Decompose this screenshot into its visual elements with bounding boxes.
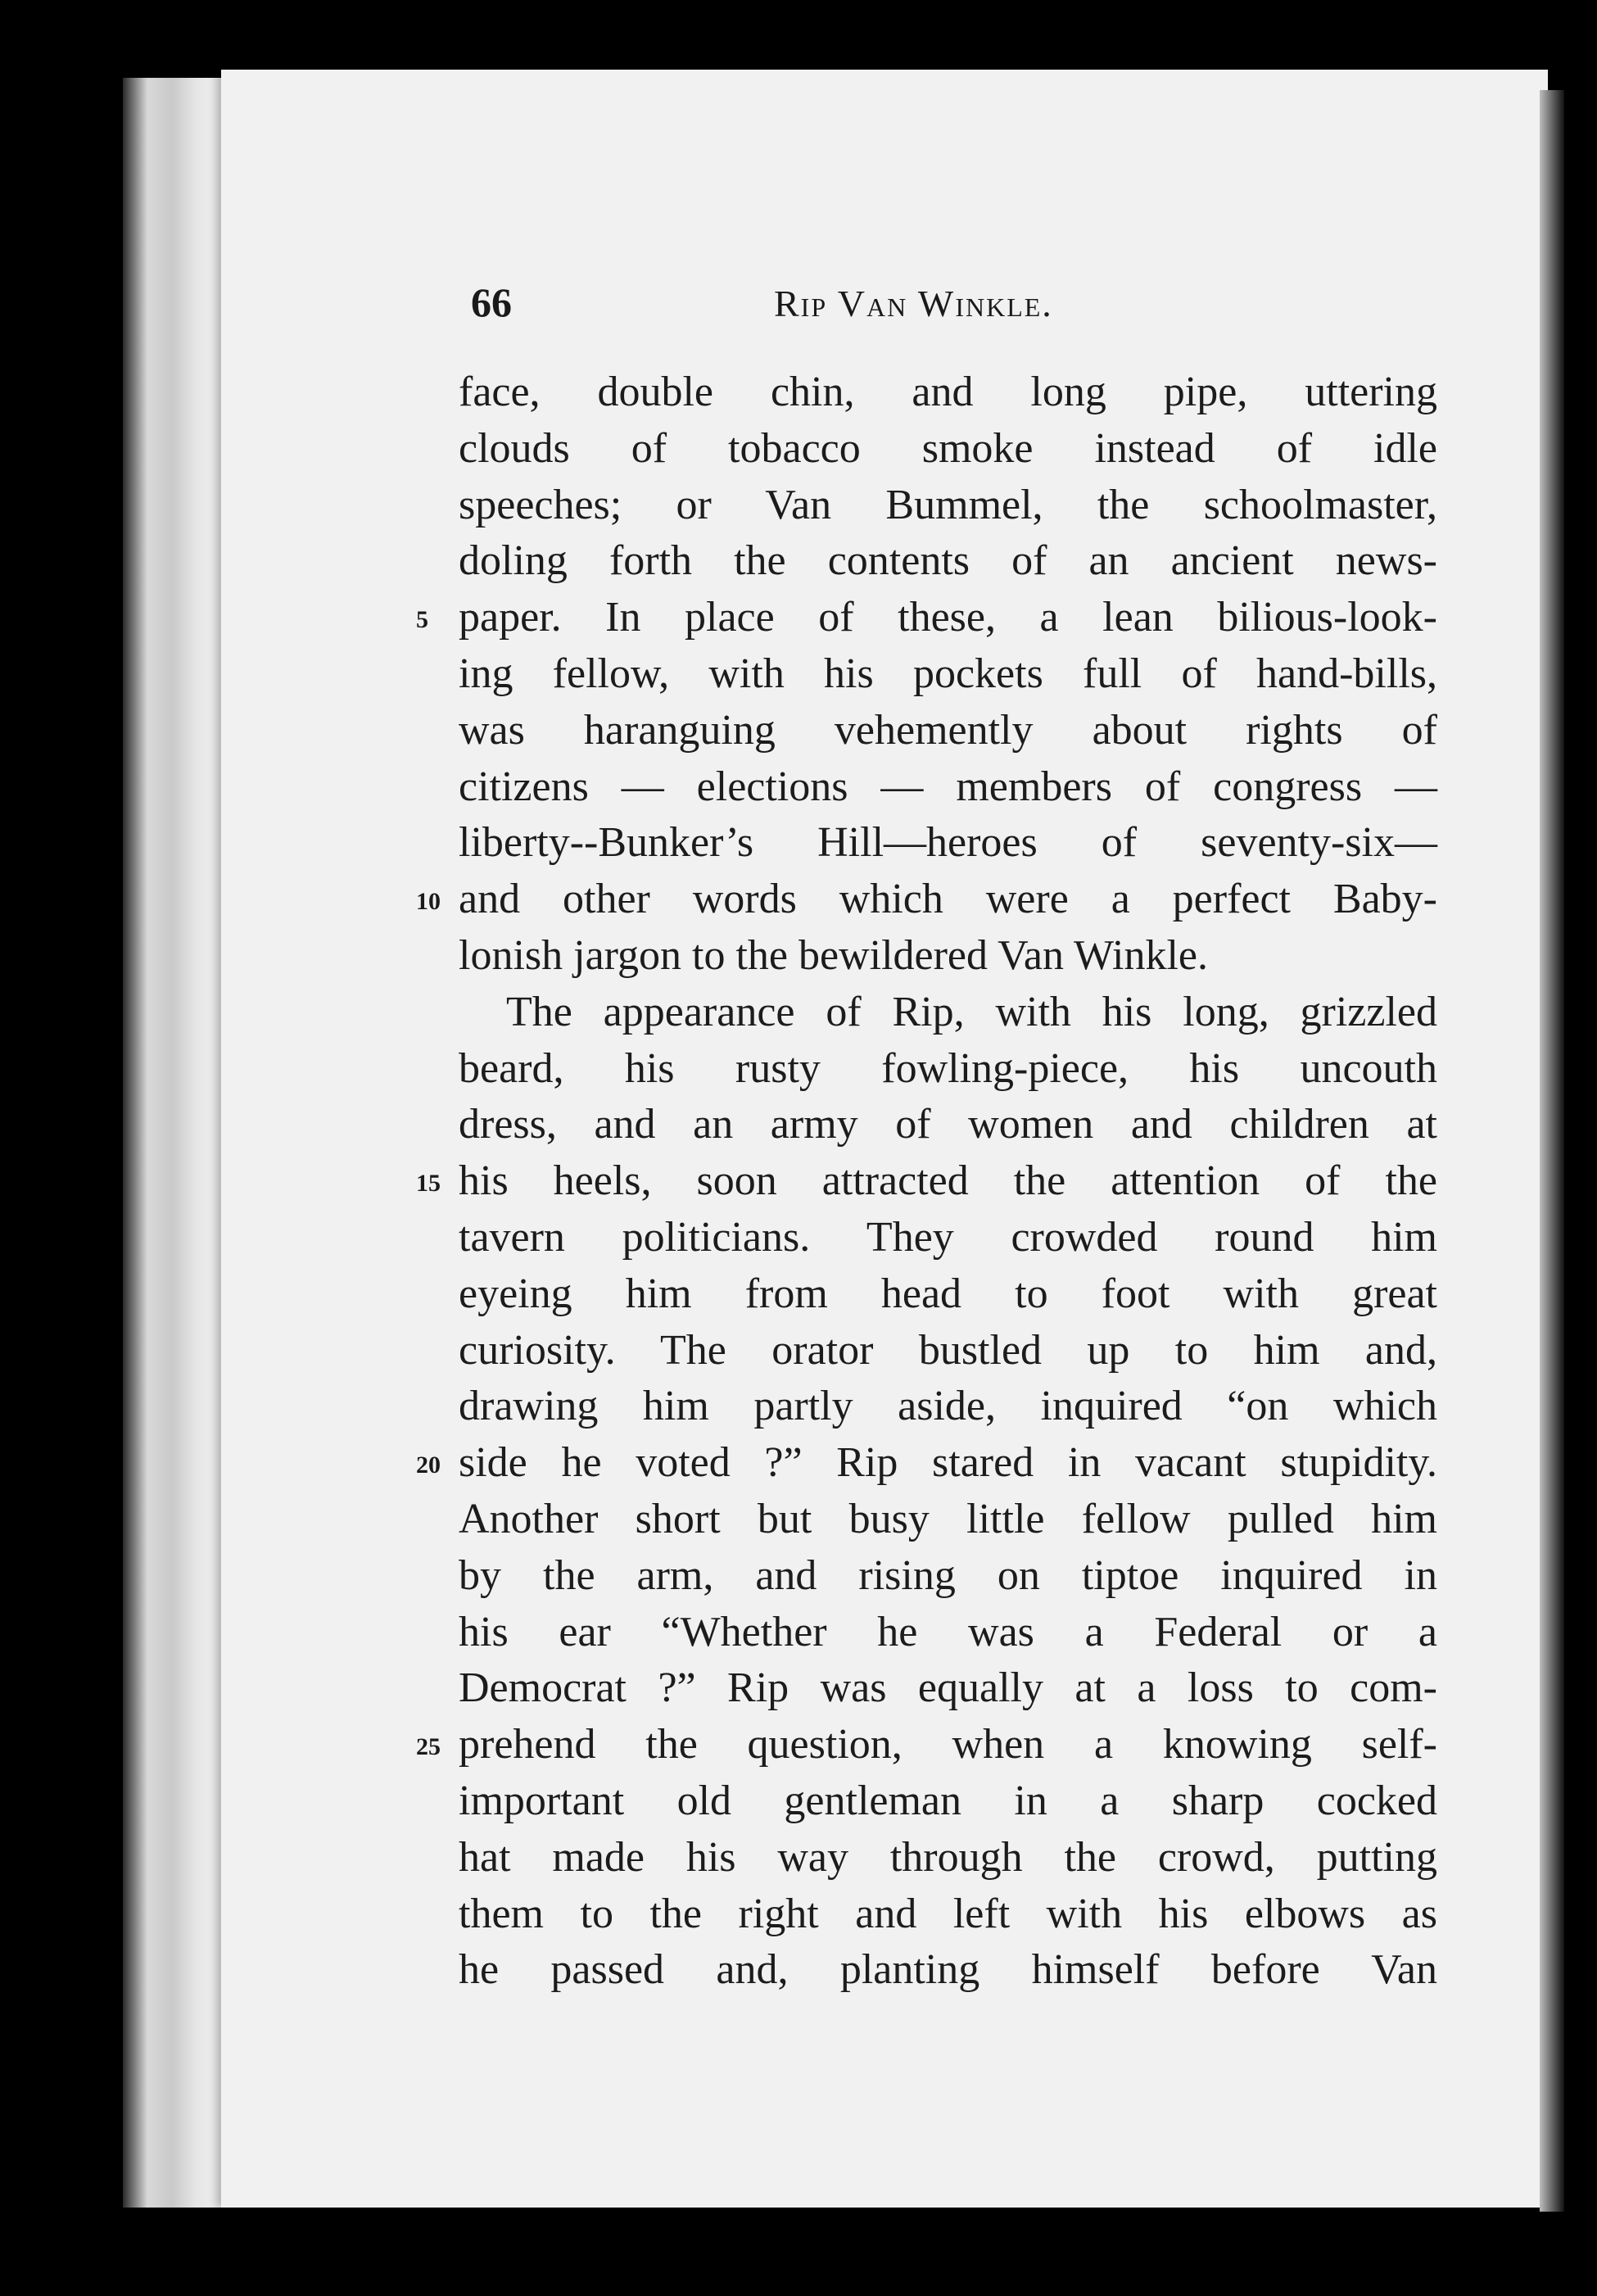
line-text: The appearance of Rip, with his long, grizzled [506,988,1437,1035]
line-number: 25 [416,1733,441,1761]
text-line [459,815,1437,872]
text-line [416,872,1437,928]
text-line [416,1153,1437,1210]
line-text: ing fellow, with his pockets full of hand-bills, [459,650,1437,697]
text-line [459,1097,1437,1153]
line-text: was haranguing vehemently about rights of [459,706,1437,754]
page-number: 66 [471,279,512,325]
text-line [416,1435,1437,1492]
line-text: side he voted ?” Rip stared in vacant stupidity. [459,1439,1437,1487]
text-line [459,1773,1437,1830]
line-text: speeches; or Van Bummel, the schoolmaster, [459,481,1437,528]
line-number: 15 [416,1170,441,1198]
line-number: 5 [416,606,428,634]
line-text: tavern politicians. They crowded round him [459,1213,1437,1261]
line-text: prehend the question, when a knowing self- [459,1721,1437,1768]
line-text: citizens — elections — members of congress — [459,763,1437,810]
line-text: important old gentleman in a sharp cocked [459,1777,1437,1824]
line-text: Another short but busy little fellow pulled him [459,1495,1437,1542]
text-line [459,533,1437,590]
line-text: clouds of tobacco smoke instead of idle [459,424,1437,472]
text-line [459,1266,1437,1323]
text-line [459,703,1437,759]
text-line [416,590,1437,646]
text-line [459,1942,1437,1999]
line-text: hat made his way through the crowd, putting [459,1833,1437,1881]
line-text: lonish jargon to the bewildered Van Winkle. [459,931,1208,979]
line-text: liberty--Bunker’s Hill—heroes of seventy-six— [459,819,1437,867]
text-line [459,365,1437,421]
text-line [459,1210,1437,1266]
line-text: drawing him partly aside, inquired “on which [459,1383,1437,1430]
page-header [471,279,1536,344]
running-title: Rip Van Winkle. [774,283,1053,324]
line-number: 10 [416,888,441,916]
line-text: dress, and an army of women and children at [459,1101,1437,1148]
line-text: his ear “Whether he was a Federal or a [459,1608,1437,1655]
text-line [459,1605,1437,1661]
line-text: doling forth the contents of an ancient news- [459,537,1437,585]
text-line [459,759,1437,816]
line-text: by the arm, and rising on tiptoe inquired in [459,1551,1437,1599]
text-line [416,1717,1437,1773]
line-text: beard, his rusty fowling-piece, his uncouth [459,1044,1437,1092]
text-line [459,1548,1437,1605]
text-line [459,1660,1437,1717]
text-line [459,646,1437,703]
line-number: 20 [416,1451,441,1479]
body-text [416,365,1437,1999]
line-text: paper. In place of these, a lean bilious-look- [459,594,1437,641]
line-text: he passed and, planting himself before Van [459,1946,1437,1994]
text-line [459,1492,1437,1548]
line-text: his heels, soon attracted the attention of the [459,1157,1437,1205]
text-line [459,478,1437,534]
text-line [459,985,1437,1041]
line-text: and other words which were a perfect Baby- [459,876,1437,923]
line-text: them to the right and left with his elbows as [459,1890,1437,1937]
text-line [459,1830,1437,1886]
text-line [459,1323,1437,1379]
text-line [459,421,1437,478]
line-text: Democrat ?” Rip was equally at a loss to com- [459,1664,1437,1712]
line-text: face, double chin, and long pipe, uttering [459,369,1437,415]
text-line [459,928,1437,985]
text-line [459,1041,1437,1098]
binding-shadow [1540,90,1564,2212]
line-text: eyeing him from head to foot with great [459,1270,1437,1317]
line-text: curiosity. The orator bustled up to him and, [459,1326,1437,1374]
text-line [459,1886,1437,1943]
text-line [459,1379,1437,1435]
